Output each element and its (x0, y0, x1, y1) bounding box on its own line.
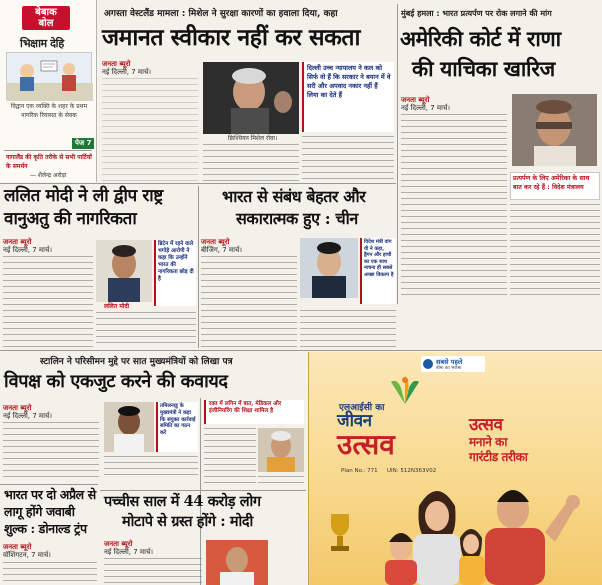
michel-photo (203, 62, 299, 134)
modi-byline (3, 238, 93, 255)
rana-photo (512, 94, 597, 166)
sidebar-page-tag: पेज 7 (72, 138, 94, 149)
rana-quote-text: प्रत्यर्पण के लिए अमेरिका के साथ बात कर रहे हैं : विदेश मंत्रालय (513, 175, 590, 191)
lic-brand-sub: बीमा का भरोसा (436, 366, 462, 371)
trump-byline (3, 543, 93, 560)
stalin-byline-place: नई दिल्ली, 7 मार्च। (3, 412, 53, 421)
china-highlight-text: विदेश मंत्री वांग यी ने कहा, ड्रैगन और हाथी का एक साथ नाचना ही सबसे अच्छा विकल्प है (364, 239, 394, 278)
michel-byline-place: नई दिल्ली, 7 मार्च। (102, 68, 152, 77)
china-byline (201, 238, 291, 255)
china-headline-line1: भारत से संबंध बेहतर और (222, 187, 366, 206)
modi-byline-agency: जनता ब्यूरो (3, 238, 32, 246)
rana-byline-place: नई दिल्ली, 7 मार्च। (401, 104, 451, 113)
michel-byline-agency: जनता ब्यूरो (102, 60, 131, 68)
china-byline-place: बीजिंग, 7 मार्च। (201, 246, 242, 255)
lic-tag3: गारंटीड तरीका (469, 450, 528, 465)
rana-headline-line2: की याचिका खारिज (412, 56, 555, 81)
obesity-byline (104, 540, 194, 557)
stalin-strap: स्टालिन ने परिसीमन मुद्दे पर सात मुख्यमंत्रियों को लिखा पत्र (40, 357, 233, 367)
michel-photo-caption: क्रिश्चियन मिशेल रोवा। (228, 135, 278, 142)
rana-headline-line1: अमेरिकी कोर्ट में राणा (400, 26, 561, 51)
michel-headline: जमानत स्वीकार नहीं कर सकता (102, 24, 361, 51)
sidebar-cartoon (6, 52, 92, 100)
stalin-photo (104, 402, 154, 452)
trump-byline-agency: जनता ब्यूरो (3, 543, 32, 551)
obesity-photo-bottom (206, 540, 268, 585)
sidebar-bottom-text: नागालैंड की कृति तरीके से सभी पार्टियों के समर्थन (6, 154, 92, 170)
stalin-body-col1 (3, 422, 99, 478)
china-headline-line2: सकारात्मक हुए : चीन (236, 209, 358, 228)
lic-tag2: मनाने का (469, 435, 508, 450)
lic-plan-no: Plan No.: 771 (341, 468, 378, 474)
lic-uin: UIN: 512N363V02 (387, 468, 437, 474)
obesity-byline-agency: जनता ब्यूरो (104, 540, 133, 548)
michel-body-col1 (102, 78, 198, 182)
stalin-headline: विपक्ष को एकजुट करने की कवायद (4, 371, 228, 392)
china-body-col2 (300, 310, 396, 348)
sidebar-bottom-credit: — शैलेन्द्र अरोड़ा (30, 172, 67, 179)
rana-body-col2 (510, 204, 600, 300)
china-body-col1 (201, 256, 297, 348)
modi-photo (96, 240, 152, 302)
lic-tag1: उत्सव (469, 415, 503, 435)
obesity-highlight-text: रक्त में लगिन में बात, मेडिकल और इंजीनियरिंग की शिक्षा शामिल है (209, 401, 282, 415)
modi-highlight (154, 240, 196, 306)
rana-quote-box (510, 172, 600, 200)
obesity-headline-line2: मोटापे से ग्रस्त होंगे : मोदी (122, 513, 253, 530)
lic-sun-icon (385, 374, 425, 406)
obesity-byline-place: नई दिल्ली, 7 मार्च। (104, 548, 154, 557)
stalin-byline (3, 404, 93, 421)
lic-product-big2: उत्सव (337, 428, 395, 461)
badge-top-text: बेबाक (35, 7, 57, 18)
modi-body-col2 (96, 312, 196, 348)
trump-byline-place: वॉशिंगटन, 7 मार्च। (3, 551, 51, 560)
sidebar-caption: विद्वान एक व्यक्ति के शहर के प्रथम नागरिक रियासत के सेवक (10, 103, 88, 119)
obesity-body-bottom (104, 558, 202, 585)
sidebar-badge (22, 6, 70, 30)
stalin-highlight-text: तमिलनाडु के मुख्यमंत्री ने कहा कि संयुक्त कार्रवाई समिति का गठन करें (160, 403, 196, 436)
lic-product-big1: जीवन (337, 411, 372, 431)
stalin-byline-agency: जनता ब्यूरो (3, 404, 32, 412)
modi-photo-caption: ललित मोदी (104, 303, 130, 310)
trump-headline-line1: भारत पर दो अप्रैल से (4, 487, 96, 502)
modi-body-col1 (3, 256, 93, 348)
lic-ad (308, 352, 602, 585)
michel-highlight-text: दिल्ली उच्च न्यायालय ने कल को सिर्फ वो हैं कि सरकार ने बयान में वे सरी और अपवाद नकार नहीं हैं लिया का देते हैं (307, 64, 391, 99)
china-photo (300, 238, 358, 298)
rana-byline (401, 96, 491, 113)
lic-logo (421, 356, 485, 372)
michel-highlight (302, 62, 394, 132)
obesity-photo (258, 428, 304, 472)
modi-highlight-text: ब्रिटेन में रहने वाले भगोड़े आरोपी ने कहा कि उन्होंने भारत की नागरिकता छोड़ दी है (158, 241, 194, 283)
lic-brand: सबसे पहले (436, 358, 463, 366)
lic-product-small: एलआईसी का (339, 403, 385, 413)
michel-body-col3 (302, 136, 394, 182)
modi-headline-line1: ललित मोदी ने ली द्वीप राष्ट्र (4, 186, 163, 206)
modi-headline-line2: वानुअतु की नागरिकता (4, 209, 137, 229)
badge-bottom-text: बोल (38, 18, 54, 29)
sidebar-title: भिक्षाम देहि (20, 37, 64, 50)
china-byline-agency: जनता ब्यूरो (201, 238, 230, 246)
trump-body (3, 562, 97, 585)
obesity-headline-line1: पच्चीस साल में 44 करोड़ लोग (104, 493, 261, 510)
modi-byline-place: नई दिल्ली, 7 मार्च। (3, 246, 53, 255)
lic-family-photo (309, 476, 602, 585)
stalin-highlight (156, 402, 198, 452)
china-highlight (360, 238, 396, 304)
obesity-body-intro (204, 428, 256, 488)
trump-headline-line2: लागू होंगे जवाबी (4, 504, 75, 519)
trump-headline-line3: शुल्क : डोनाल्ड ट्रंप (4, 521, 87, 536)
sidebar-column (0, 0, 97, 182)
rana-strap: मुंबई हमला : भारत प्रत्यर्पण पर रोक लगाने की मांग (401, 9, 552, 18)
stalin-body-col2 (104, 456, 198, 478)
lic-tagline (469, 416, 601, 464)
michel-byline (102, 60, 197, 77)
obesity-highlight (204, 400, 304, 424)
michel-strap: अगस्ता वेस्टलैंड मामला : मिशेल ने सुरक्षा कारणों का हवाला दिया, कहा (104, 9, 338, 19)
rana-body-col1 (401, 114, 507, 300)
michel-body-col2 (203, 144, 299, 182)
rana-byline-agency: जनता ब्यूरो (401, 96, 430, 104)
obesity-body-intro2 (258, 476, 304, 488)
lic-logo-icon (423, 359, 433, 369)
